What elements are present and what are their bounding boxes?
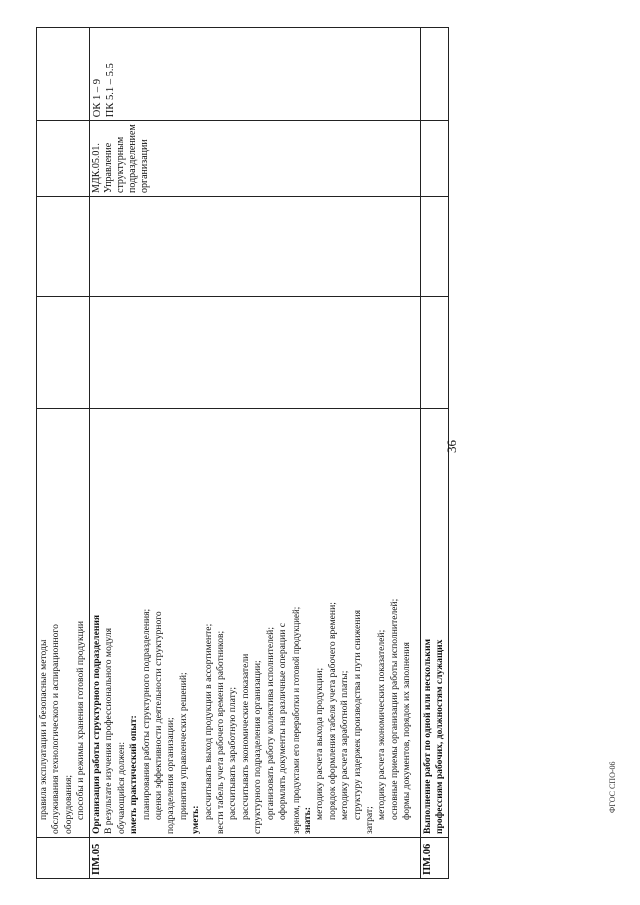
module-content-cell — [37, 409, 90, 838]
skill-line: структурного подразделения организации; — [252, 660, 264, 834]
page-number: 36 — [444, 440, 459, 453]
module-code: ПМ.05 — [90, 838, 421, 879]
mdk-cell: МДК.05.01. Управление структурным подразделением организации — [90, 121, 421, 197]
knowledge-line: методику расчета экономических показателей; — [376, 629, 388, 820]
competency-pk: ПК 5.1 – 5.5 — [105, 63, 116, 118]
skill-line: рассчитывать заработную плату; — [227, 686, 239, 820]
content-line: обслуживания технологического и аспирационного — [50, 624, 62, 834]
curriculum-table — [36, 27, 449, 879]
content-line: обучающийся должен: — [115, 742, 127, 834]
mdk-cell — [421, 121, 449, 197]
knowledge-line: основные приемы организации работы исполнителей; — [388, 598, 400, 820]
competency-cell — [90, 28, 421, 121]
module-title-line: Выполнение работ по одной или нескольким — [422, 638, 433, 834]
hours-class-cell — [37, 197, 90, 297]
module-code: ПМ.06 — [421, 838, 449, 879]
content-line: правила эксплуатации и безопасные методы — [38, 639, 49, 820]
skill-line: зерном, продуктами его переработки и готовой продукцией; — [290, 606, 301, 834]
knowledge-line: затрат; — [363, 806, 375, 834]
experience-line: планирования работы структурного подразделения; — [140, 608, 152, 820]
skill-line: рассчитывать экономические показатели — [239, 653, 251, 820]
knowledge-line: порядок оформления табеля учета рабочего времени; — [326, 602, 338, 820]
content-line: оборудования; — [62, 774, 74, 834]
content-line: способы и режимы хранения готовой продукции — [75, 620, 87, 820]
skill-line: рассчитывать выход продукции в ассортименте; — [202, 623, 214, 820]
module-content-cell — [90, 409, 421, 838]
skill-line: вести табель учета рабочего времени работников; — [215, 630, 227, 834]
hours-max-cell — [90, 297, 421, 409]
knowledge-line: формы документов, порядок их заполнения — [401, 642, 413, 820]
knowledge-line: структуру издержек производства и пути снижения — [351, 610, 363, 820]
experience-line: принятия управленческих решений; — [177, 672, 189, 820]
mdk-cell — [37, 121, 90, 197]
hours-class-cell — [421, 197, 449, 297]
knowledge-heading: знать: — [301, 807, 313, 834]
table-row — [37, 28, 90, 879]
table-row — [90, 28, 421, 879]
hours-class-cell — [90, 197, 421, 297]
experience-heading: иметь практический опыт: — [128, 715, 140, 834]
knowledge-line: методику расчета выхода продукции; — [314, 667, 326, 820]
module-code-cell — [37, 838, 90, 879]
module-content-cell — [421, 409, 449, 838]
experience-line: подразделения организации; — [165, 717, 177, 834]
footer-code: ФГОС СПО-06 — [608, 761, 617, 813]
table-row — [421, 28, 449, 879]
content-line: В результате изучения профессионального модуля — [103, 628, 115, 834]
module-title-line: профессиям рабочих, должностям служащих — [434, 639, 446, 834]
skills-heading: уметь: — [190, 805, 202, 834]
competency-ok: ОК 1 – 9 — [92, 79, 103, 118]
competency-cell — [421, 28, 449, 121]
competency-cell — [37, 28, 90, 121]
knowledge-line: методику расчета заработной платы; — [339, 670, 351, 820]
skill-line: оформлять документы на различные операции с — [277, 623, 289, 820]
hours-max-cell — [421, 297, 449, 409]
hours-max-cell — [37, 297, 90, 409]
module-title: Организация работы структурного подразделения — [91, 614, 102, 834]
skill-line: организовать работу коллектива исполнителей; — [264, 627, 276, 820]
experience-line: оценки эффективности деятельности структурного — [153, 611, 165, 820]
